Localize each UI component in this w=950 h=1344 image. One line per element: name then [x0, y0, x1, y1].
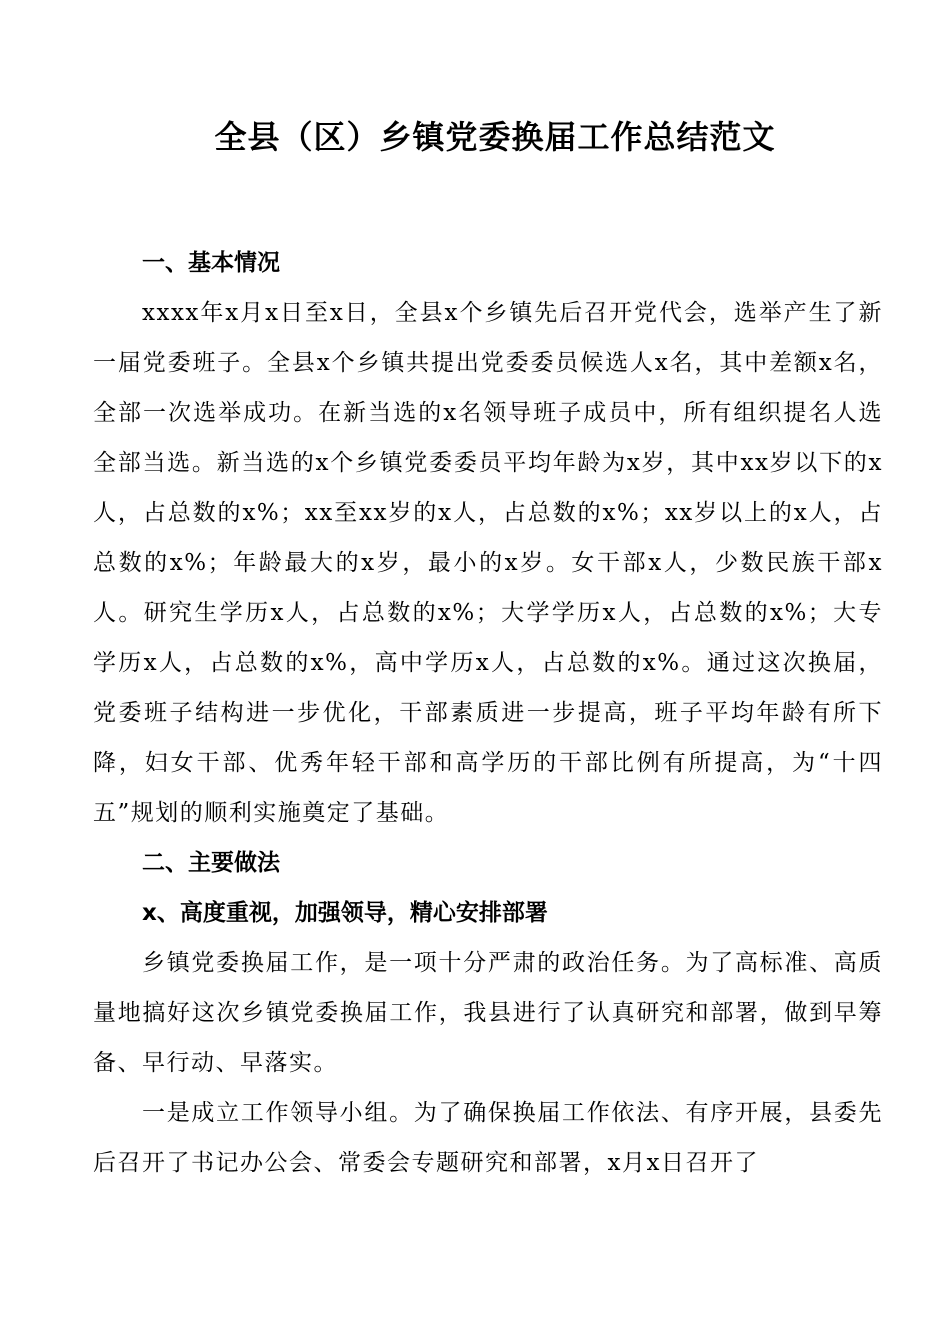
- document-body: [93, 238, 883, 1188]
- paragraph-leading-group: 一是成立工作领导小组。为了确保换届工作依法、有序开展，县委先后召开了书记办公会、常委会专题研究和部署，x月x日召开了: [93, 1100, 883, 1176]
- paragraph-basic-situation: xxxx年x月x日至x日，全县x个乡镇先后召开党代会，选举产生了新一届党委班子。全县x个乡镇共提出党委委员候选人x名，其中差额x名，全部一次选举成功。在新当选的x名领导班子成员中，所有组织提名人选全部当选。新当选的x个乡镇党委委员平均年龄为x岁，其中xx岁以下的x人，占总数的x%；xx至xx岁的x人，占总数的x%；xx岁以上的x人，占总数的x%；年龄最大的x岁，最小的x岁。女干部x人，少数民族干部x人。研究生学历x人，占总数的x%；大学学历x人，占总数的x%；大专学历x人，占总数的x%，高中学历x人，占总数的x%。通过这次换届，党委班子结构进一步优化，干部素质进一步提高，班子平均年龄有所下降，妇女干部、优秀年轻干部和高学历的干部比例有所提高，为“十四五”规划的顺利实施奠定了基础。: [93, 300, 884, 826]
- document-title: 全县（区）乡镇党委换届工作总结范文: [214, 118, 776, 156]
- section-heading-main-practices: 二、主要做法: [142, 850, 280, 876]
- paragraph-election-task: 乡镇党委换届工作，是一项十分严肃的政治任务。为了高标准、高质量地搞好这次乡镇党委换届工作，我县进行了认真研究和部署，做到早筹备、早行动、早落实。: [93, 950, 883, 1076]
- subheading-leadership: x、高度重视，加强领导，精心安排部署: [142, 900, 548, 926]
- section-heading-basic-situation: 一、基本情况: [142, 250, 280, 276]
